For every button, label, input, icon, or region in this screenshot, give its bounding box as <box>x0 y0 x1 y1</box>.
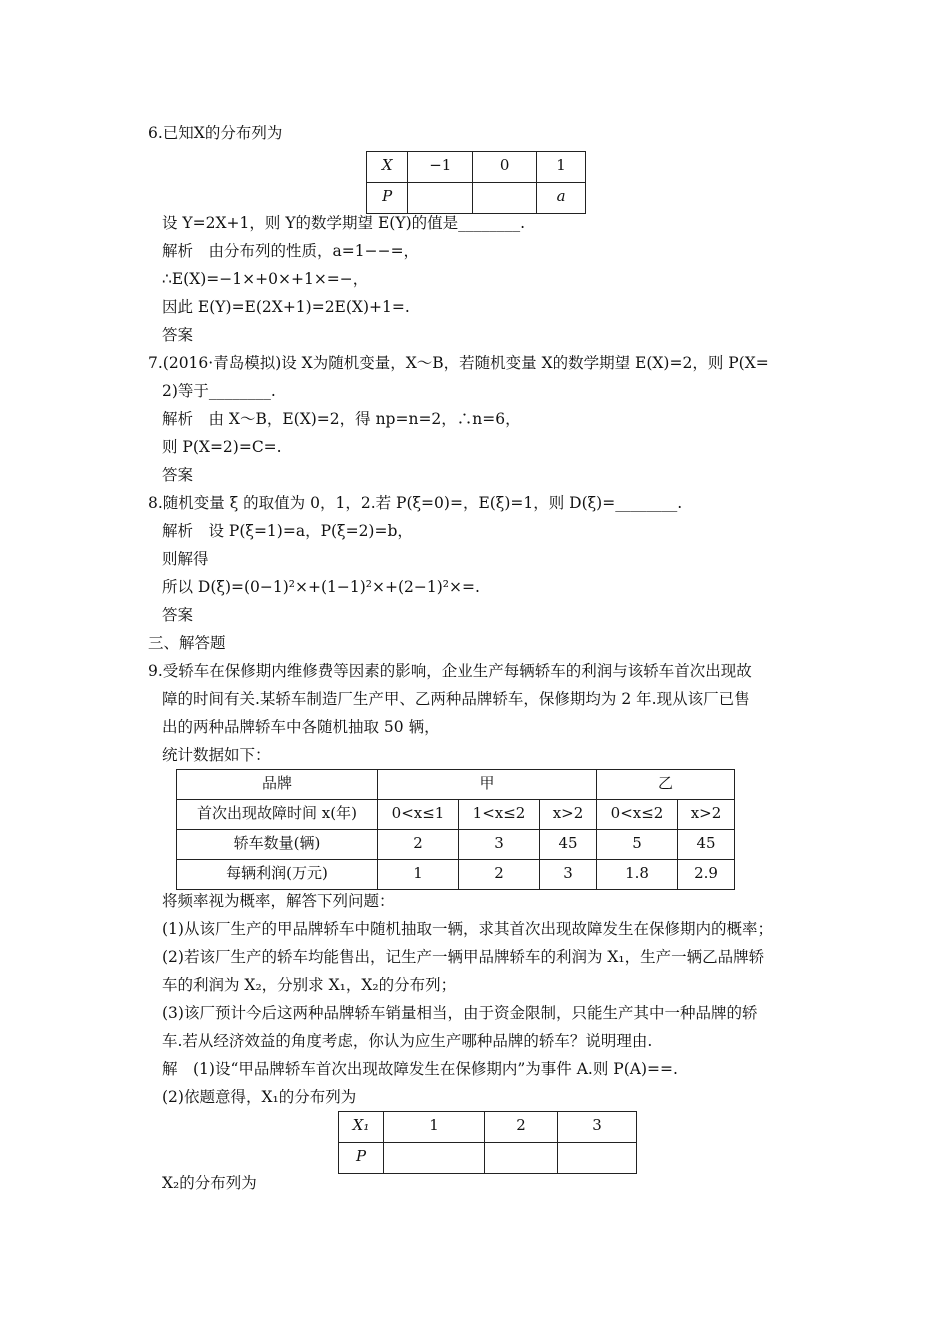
table-cell <box>408 183 473 214</box>
q7-stem-line: 2)等于________. <box>162 382 276 400</box>
table-cell: 45 <box>678 830 735 860</box>
table-cell <box>384 1143 485 1174</box>
q9-solution-line: 解 (1)设“甲品牌轿车首次出现故障发生在保修期内”为事件 A.则 P(A)==. <box>162 1060 678 1078</box>
q8-solution-line: 解析 设 P(ξ=1)=a，P(ξ=2)=b， <box>162 522 413 540</box>
table-header-cell: X₁ <box>339 1112 384 1143</box>
q6-stem: 6.已知X的分布列为 <box>148 124 283 142</box>
q9-stem-line: 统计数据如下： <box>162 746 271 764</box>
table-cell <box>558 1143 637 1174</box>
table-cell: 1 <box>378 860 459 890</box>
table-cell: 5 <box>597 830 678 860</box>
table-header-cell: 1 <box>537 152 586 183</box>
q9-statistics-table <box>176 769 735 890</box>
q6-answer-label: 答案 <box>162 326 194 344</box>
table-row-label: 轿车数量(辆) <box>177 830 378 860</box>
q8-answer-label: 答案 <box>162 606 194 624</box>
table-header-cell: −1 <box>408 152 473 183</box>
q7-stem-line: 7.(2016·青岛模拟)设 X为随机变量，X～B，若随机变量 X的数学期望 E(X)=2，则 P(X= <box>148 354 769 372</box>
table-header-cell: X <box>367 152 408 183</box>
table-row-label: 每辆利润(万元) <box>177 860 378 890</box>
table-cell: x>2 <box>540 800 597 830</box>
q9-solution-line: X₂的分布列为 <box>162 1174 257 1192</box>
table-cell <box>473 183 537 214</box>
table-cell: 1.8 <box>597 860 678 890</box>
table-cell: 0<x≤2 <box>597 800 678 830</box>
q6-distribution-table <box>366 151 586 214</box>
table-row-label: 首次出现故障时间 x(年) <box>177 800 378 830</box>
table-header-cell: 3 <box>558 1112 637 1143</box>
q9-subquestion: 车.若从经济效益的角度考虑，你认为应生产哪种品牌的轿车？说明理由. <box>162 1032 653 1050</box>
table-cell: 45 <box>540 830 597 860</box>
q7-solution-line: 解析 由 X～B，E(X)=2，得 np=n=2，∴n=6， <box>162 410 521 428</box>
q9-subquestion: (1)从该厂生产的甲品牌轿车中随机抽取一辆，求其首次出现故障发生在保修期内的概率； <box>162 920 773 938</box>
table-cell: a <box>537 183 586 214</box>
table-cell: 3 <box>540 860 597 890</box>
q6-question-line: 设 Y=2X+1，则 Y的数学期望 E(Y)的值是________. <box>162 214 526 232</box>
q8-solution-line: 则解得 <box>162 550 209 568</box>
q7-answer-label: 答案 <box>162 466 194 484</box>
section-heading: 三、解答题 <box>148 634 226 652</box>
q6-solution-line: ∴E(X)=−1×+0×+1×=−， <box>162 270 369 288</box>
table-header-cell: 2 <box>485 1112 558 1143</box>
q7-solution-line: 则 P(X=2)=C=. <box>162 438 282 456</box>
q9-text-line: 将频率视为概率，解答下列问题： <box>162 892 395 910</box>
table-cell: 2 <box>378 830 459 860</box>
table-cell: 0<x≤1 <box>378 800 459 830</box>
table-cell <box>485 1143 558 1174</box>
table-row-label: P <box>367 183 408 214</box>
table-cell: 2.9 <box>678 860 735 890</box>
q9-solution-line: (2)依题意得，X₁的分布列为 <box>162 1088 357 1106</box>
table-header-cell: 1 <box>384 1112 485 1143</box>
table-header-cell: 品牌 <box>177 770 378 800</box>
q9-stem-line: 出的两种品牌轿车中各随机抽取 50 辆， <box>162 718 440 736</box>
table-header-cell: 0 <box>473 152 537 183</box>
q8-stem-line: 8.随机变量 ξ 的取值为 0，1，2.若 P(ξ=0)=，E(ξ)=1，则 D(ξ)=________. <box>148 494 683 512</box>
q8-solution-line: 所以 D(ξ)=(0−1)²×+(1−1)²×+(2−1)²×=. <box>162 578 480 596</box>
q9-subquestion: 车的利润为 X₂，分别求 X₁，X₂的分布列； <box>162 976 457 994</box>
table-cell: 2 <box>459 860 540 890</box>
q6-solution-line: 解析 由分布列的性质，a=1−−=， <box>162 242 420 260</box>
q9-subquestion: (3)该厂预计今后这两种品牌轿车销量相当，由于资金限制，只能生产其中一种品牌的轿 <box>162 1004 758 1022</box>
q9-stem-line: 障的时间有关.某轿车制造厂生产甲、乙两种品牌轿车，保修期均为 2 年.现从该厂已售 <box>162 690 750 708</box>
q6-solution-line: 因此 E(Y)=E(2X+1)=2E(X)+1=. <box>162 298 410 316</box>
table-cell: 3 <box>459 830 540 860</box>
q9-stem-line: 9.受轿车在保修期内维修费等因素的影响，企业生产每辆轿车的利润与该轿车首次出现故 <box>148 662 752 680</box>
table-header-cell: 甲 <box>378 770 597 800</box>
table-header-cell: 乙 <box>597 770 735 800</box>
table-row-label: P <box>339 1143 384 1174</box>
x1-distribution-table <box>338 1111 637 1174</box>
q9-subquestion: (2)若该厂生产的轿车均能售出，记生产一辆甲品牌轿车的利润为 X₁，生产一辆乙品牌轿 <box>162 948 765 966</box>
table-cell: 1<x≤2 <box>459 800 540 830</box>
table-cell: x>2 <box>678 800 735 830</box>
